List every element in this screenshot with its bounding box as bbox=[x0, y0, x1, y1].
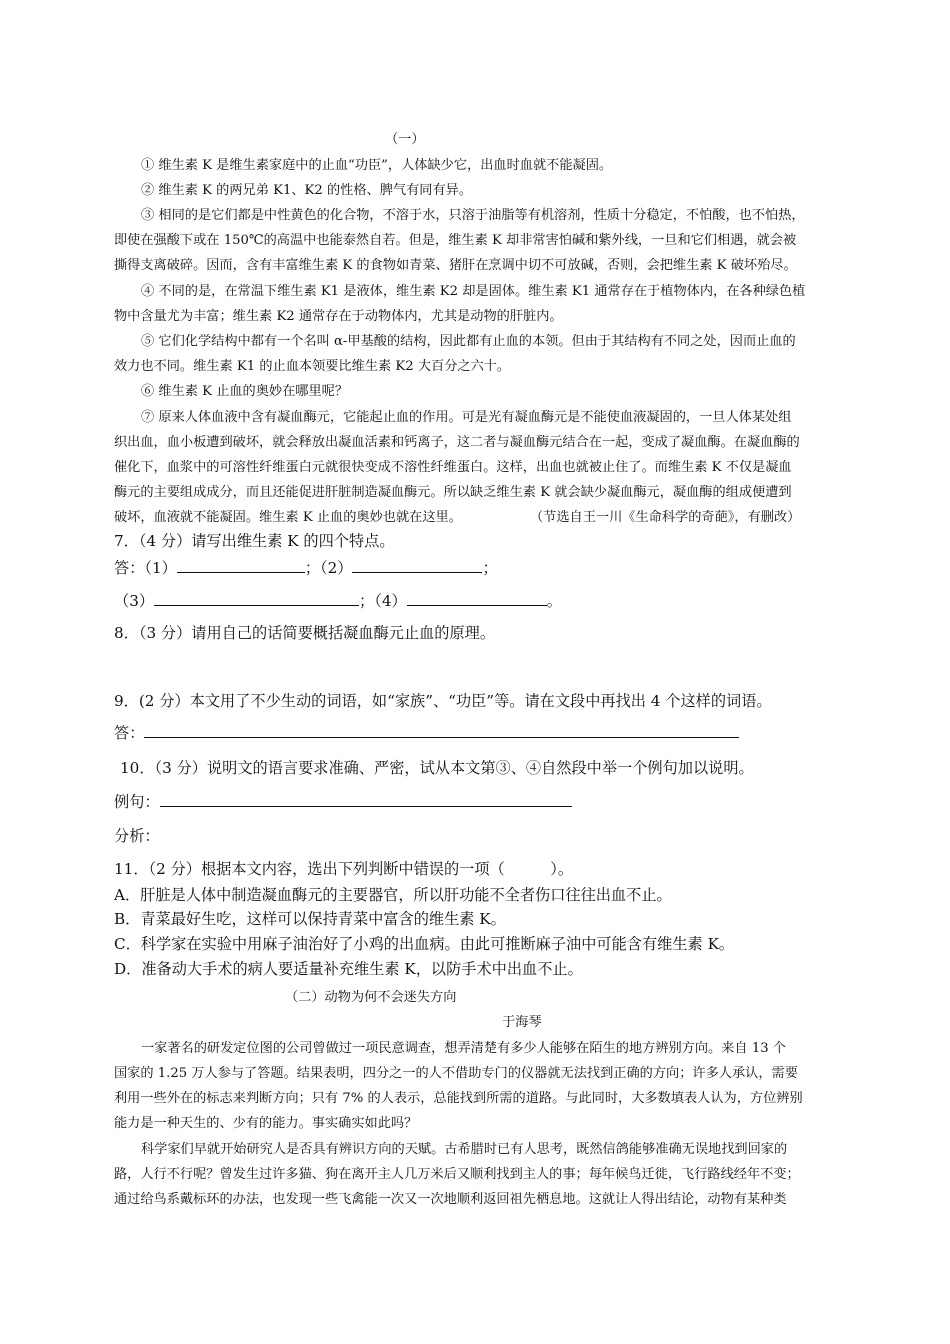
q7-separator: ；（4） bbox=[359, 592, 407, 610]
question-11: 11．（2 分）根据本文内容，选出下列判断中错误的一项（ ）。 bbox=[114, 860, 574, 878]
q11-option-c: C．科学家在实验中用麻子油治好了小鸡的出血病。由此可推断麻子油中可能含有维生素 K。 bbox=[114, 935, 735, 953]
passage1-heading: （一） bbox=[385, 132, 425, 147]
q7-end: ； bbox=[482, 559, 498, 577]
q10-analysis-label: 分析： bbox=[114, 827, 160, 845]
answer-blank-2[interactable] bbox=[352, 558, 482, 573]
answer-blank-3[interactable] bbox=[154, 591, 359, 606]
paragraph-3-line: 撕得支离破碎。因而，含有丰富维生素 K 的食物如青菜、猪肝在烹调中切不可放碱，否则，会把维生素 K 破坏殆尽。 bbox=[114, 258, 797, 273]
q11-option-b: B．青菜最好生吃，这样可以保持青菜中富含的维生素 K。 bbox=[114, 910, 506, 928]
q7-end: 。 bbox=[546, 592, 562, 610]
q7-separator: ；（2） bbox=[304, 559, 353, 577]
passage2-line: 能力是一种天生的、少有的能力。事实确实如此吗？ bbox=[114, 1116, 418, 1131]
passage1-source: （节选自王一川《生命科学的奇葩》，有删改） bbox=[530, 510, 801, 525]
q9-answer-row bbox=[114, 722, 739, 743]
paragraph-7-line: ⑦ 原来人体血液中含有凝血酶元，它能起止血的作用。可是光有凝血酶元是不能使血液凝固的，一旦人体某处组 bbox=[141, 410, 792, 425]
passage2-line: 国家的 1.25 万人参与了答题。结果表明，四分之一的人不借助专门的仪器就无法找到正确的方向；许多人承认，需要 bbox=[114, 1066, 798, 1081]
q10-example-blank[interactable] bbox=[160, 792, 572, 807]
paragraph-4-line: 物中含量尤为丰富；维生素 K2 通常存在于动物体内，尤其是动物的肝脏内。 bbox=[114, 309, 563, 324]
paragraph-7-line: 催化下，血浆中的可溶性纤维蛋白元就很快变成不溶性纤维蛋白。这样，出血也就被止住了。而维生素 K 不仅是凝血 bbox=[114, 460, 792, 475]
q9-answer-blank[interactable] bbox=[144, 723, 739, 738]
q7-answer-row-1 bbox=[114, 557, 498, 578]
q11-option-d: D．准备动大手术的病人要适量补充维生素 K，以防手术中出血不止。 bbox=[114, 960, 583, 978]
passage2-line: 利用一些外在的标志来判断方向；只有 7% 的人表示，总能找到所需的道路。与此同时，大多数填表人认为，方位辨别 bbox=[114, 1091, 803, 1106]
question-9: 9．(2 分）本文用了不少生动的词语，如“家族”、“功臣”等。请在文段中再找出 4 个这样的词语。 bbox=[114, 692, 772, 710]
q7-answer-row-2 bbox=[114, 590, 562, 611]
question-10: 10．（3 分）说明文的语言要求准确、严密，试从本文第③、④自然段中举一个例句加以说明。 bbox=[120, 759, 754, 777]
passage2-author: 于海琴 bbox=[502, 1015, 542, 1030]
q10-example-label: 例句： bbox=[114, 793, 160, 811]
paragraph-2-line: ② 维生素 K 的两兄弟 K1、K2 的性格、脾气有同有异。 bbox=[141, 183, 473, 198]
passage2-line: 科学家们早就开始研究人是否具有辨识方向的天赋。古希腊时已有人思考，既然信鸽能够准确无误地找到回家的 bbox=[141, 1142, 788, 1157]
paragraph-7-line: 织出血，血小板遭到破坏，就会释放出凝血活素和钙离子，这二者与凝血酶元结合在一起，变成了凝血酶。在凝血酶的 bbox=[114, 435, 800, 450]
q9-answer-label: 答： bbox=[114, 724, 145, 742]
paragraph-6-line: ⑥ 维生素 K 止血的奥妙在哪里呢？ bbox=[141, 384, 349, 399]
q10-example-row bbox=[114, 791, 572, 812]
paragraph-7-line: 破坏，血液就不能凝固。维生素 K 止血的奥妙也就在这里。 bbox=[114, 510, 462, 525]
question-7: 7．（4 分）请写出维生素 K 的四个特点。 bbox=[114, 532, 395, 550]
paragraph-4-line: ④ 不同的是，在常温下维生素 K1 是液体，维生素 K2 却是固体。维生素 K1 通常存在于植物体内，在各种绿色植 bbox=[141, 284, 806, 299]
passage2-title: （二）动物为何不会迷失方向 bbox=[285, 990, 457, 1005]
q11-option-a: A．肝脏是人体中制造凝血酶元的主要器官，所以肝功能不全者伤口往往出血不止。 bbox=[114, 886, 672, 904]
q7-part-3-label: （3） bbox=[114, 592, 155, 610]
paragraph-3-line: ③ 相同的是它们都是中性黄色的化合物，不溶于水，只溶于油脂等有机溶剂，性质十分稳定，不怕酸，也不怕热， bbox=[141, 208, 805, 223]
q7-answer-prefix: 答：（1） bbox=[114, 559, 177, 577]
answer-blank-4[interactable] bbox=[407, 591, 547, 606]
paragraph-5-line: 效力也不同。维生素 K1 的止血本领要比维生素 K2 大百分之六十。 bbox=[114, 359, 511, 374]
passage2-line: 路，人行不行呢？曾发生过许多猫、狗在离开主人几万米后又顺利找到主人的事；每年候鸟迁徙，飞行路线经年不变； bbox=[114, 1167, 800, 1182]
paragraph-5-line: ⑤ 它们化学结构中都有一个名叫 α-甲基酸的结构，因此都有止血的本领。但由于其结构有不同之处，因而止血的 bbox=[141, 334, 796, 349]
paragraph-1-line: ① 维生素 K 是维生素家庭中的止血“功臣”，人体缺少它，出血时血就不能凝固。 bbox=[141, 158, 613, 173]
paragraph-7-line: 酶元的主要组成成分，而且还能促进肝脏制造凝血酶元。所以缺乏维生素 K 就会缺少凝血酶元，凝血酶的组成便遭到 bbox=[114, 485, 792, 500]
answer-blank-1[interactable] bbox=[177, 558, 305, 573]
question-8: 8．（3 分）请用自己的话简要概括凝血酶元止血的原理。 bbox=[114, 624, 496, 642]
passage2-line: 通过给鸟系戴标环的办法，也发现一些飞禽能一次又一次地顺利返回祖先栖息地。这就让人得出结论，动物有某种类 bbox=[114, 1192, 787, 1207]
paragraph-3-line: 即使在强酸下或在 150℃的高温中也能泰然自若。但是，维生素 K 却非常害怕碱和紫外线，一旦和它们相遇，就会被 bbox=[114, 233, 797, 248]
passage2-line: 一家著名的研发定位图的公司曾做过一项民意调查，想弄清楚有多少人能够在陌生的地方辨别方向。来自 13 个 bbox=[141, 1041, 786, 1056]
